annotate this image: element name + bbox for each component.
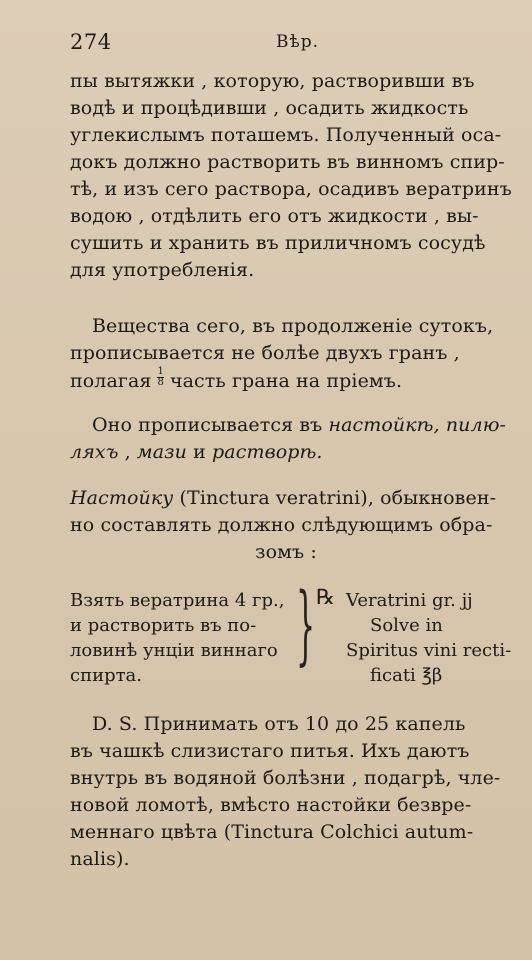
recipe-latin-line: Veratrini gr. jj	[346, 590, 473, 611]
rx-symbol: ℞	[316, 585, 335, 609]
paragraph-2-line	[70, 367, 502, 394]
paragraph-1-line: тѣ, и изъ сего раствора, осадивъ вератринъ	[70, 178, 512, 200]
paragraph-3-text: Оно прописывается въ	[92, 414, 323, 436]
paragraph-3-italic: настойкѣ, пилю-	[328, 414, 507, 436]
paragraph-5-line: новой ломотѣ, вмѣсто настойки безвре-	[70, 794, 472, 816]
paragraph-5-line: D. S. Принимать отъ 10 до 25 капель	[92, 713, 466, 735]
paragraph-3-italic: мази	[136, 441, 187, 463]
paragraph-1-line: сушить и хранить въ приличномъ сосудѣ	[70, 232, 486, 254]
paragraph-3-line	[92, 412, 507, 438]
paragraph-5-line: внутрь въ водяной болѣзни , подагрѣ, чле-	[70, 767, 501, 789]
paragraph-4-line: зомъ :	[255, 541, 317, 563]
paragraph-4-italic: Настойку	[70, 487, 174, 509]
paragraph-2-line: Вещества сего, въ продолженіе сутокъ,	[92, 315, 494, 337]
paragraph-4-text: (Tinctura veratrini), обыкновен-	[179, 487, 497, 509]
paragraph-3-line	[70, 439, 502, 465]
paragraph-4-line: но составлять должно слѣдующимъ обра-	[70, 514, 493, 536]
recipe-brace: }	[296, 575, 316, 675]
recipe-latin-line: Solve in	[370, 615, 443, 636]
recipe-latin-line: ficati ℥β	[370, 665, 443, 686]
paragraph-3-text: и	[193, 441, 206, 463]
paragraph-2-text: полагая	[70, 370, 152, 392]
paragraph-3-text: ,	[124, 441, 131, 463]
page-number: 274	[70, 30, 112, 54]
recipe-russian-line: и растворить въ по-	[70, 615, 257, 636]
paragraph-2-text: часть грана на пріемъ.	[169, 370, 403, 392]
paragraph-5-line: въ чашкѣ слизистаго питья. Ихъ даютъ	[70, 740, 470, 762]
paragraph-4-line	[70, 485, 502, 511]
paragraph-1-line: углекислымъ поташемъ. Полученный оса-	[70, 124, 502, 146]
recipe-latin-line: Spiritus vini recti-	[346, 640, 512, 661]
paragraph-1-line: для употребленія.	[70, 259, 255, 281]
recipe-russian-line: спирта.	[70, 665, 143, 686]
paragraph-2-line: прописывается не болѣе двухъ гранъ ,	[70, 342, 460, 364]
recipe-russian-line: Взять вератрина 4 гр.,	[70, 590, 285, 611]
paragraph-5-line: меннаго цвѣта (Tinctura Colchici autum-	[70, 821, 474, 843]
running-head: Вѣр.	[276, 32, 320, 52]
paragraph-1-line: водѣ и процѣдивши , осадить жидкость	[70, 97, 469, 119]
paragraph-1-line: водою , отдѣлить его отъ жидкости , вы-	[70, 205, 479, 227]
paragraph-1-line: пы вытяжки , которую, растворивши въ	[70, 70, 475, 92]
paragraph-1-line: докъ должно растворить въ винномъ спир-	[70, 151, 505, 173]
recipe-russian-line: ловинѣ унціи виннаго	[70, 640, 278, 661]
paragraph-3-italic: растворѣ.	[212, 441, 323, 463]
paragraph-5-line: nalis).	[70, 848, 130, 870]
paragraph-3-italic: ляхъ	[70, 441, 119, 463]
fraction-one-eighth: $\frac{1}{8}$	[157, 366, 164, 388]
